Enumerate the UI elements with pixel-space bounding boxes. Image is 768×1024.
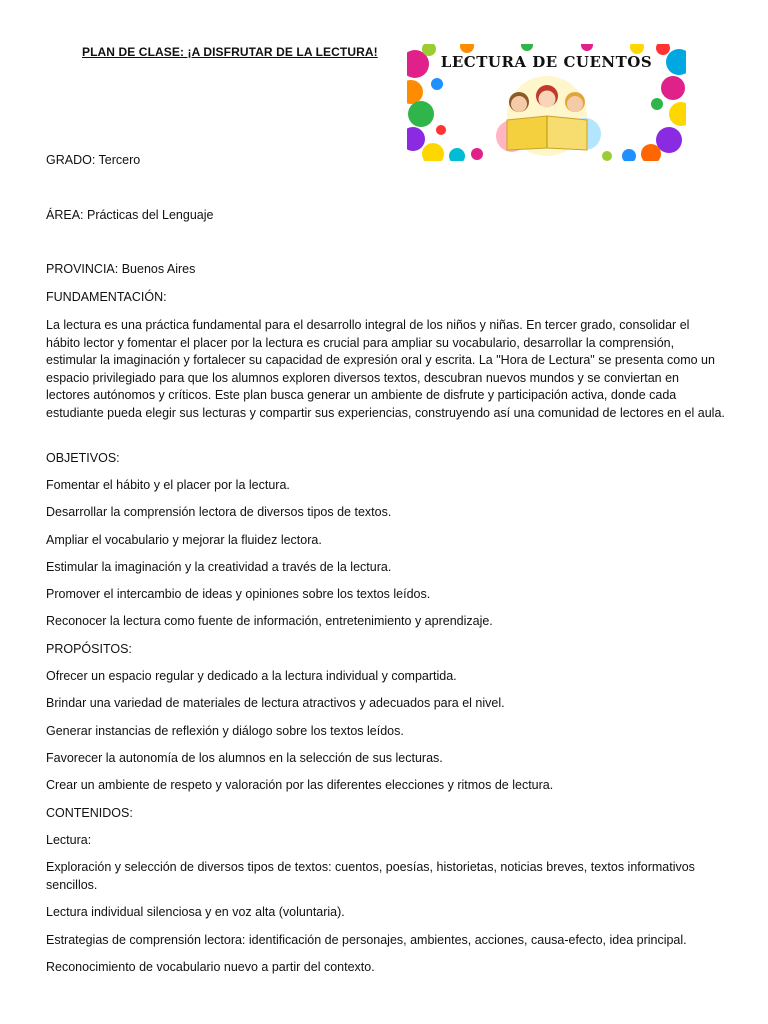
proposito-item: Crear un ambiente de respeto y valoración por las diferentes elecciones y ritmos de lectura.	[46, 778, 554, 792]
contenido-item: Exploración y selección de diversos tipos de textos: cuentos, poesías, historietas, noticias breves, textos informativos sencillos.	[46, 860, 695, 892]
document-title: PLAN DE CLASE: ¡A DISFRUTAR DE LA LECTURA!	[82, 45, 378, 59]
banner-text: LECTURA DE CUENTOS	[440, 53, 653, 71]
objetivo-item: Ampliar el vocabulario y mejorar la fluidez lectora.	[46, 533, 322, 547]
proposito-item: Generar instancias de reflexión y diálogo sobre los textos leídos.	[46, 724, 404, 738]
grado-line: GRADO: Tercero	[46, 153, 141, 167]
proposito-item: Ofrecer un espacio regular y dedicado a la lectura individual y compartida.	[46, 669, 457, 683]
provincia-line: PROVINCIA: Buenos Aires	[46, 262, 196, 276]
objetivo-item: Fomentar el hábito y el placer por la lectura.	[46, 478, 290, 492]
objetivo-item: Desarrollar la comprensión lectora de diversos tipos de textos.	[46, 505, 392, 519]
area-line: ÁREA: Prácticas del Lenguaje	[46, 208, 214, 222]
proposito-item: Favorecer la autonomía de los alumnos en la selección de sus lecturas.	[46, 751, 443, 765]
contenidos-subheading: Lectura:	[46, 833, 92, 847]
fundamentacion-heading: FUNDAMENTACIÓN:	[46, 290, 167, 304]
contenido-item: Lectura individual silenciosa y en voz alta (voluntaria).	[46, 905, 345, 919]
contenido-item: Reconocimiento de vocabulario nuevo a partir del contexto.	[46, 960, 375, 974]
objetivo-item: Estimular la imaginación y la creatividad a través de la lectura.	[46, 560, 392, 574]
fundamentacion-paragraph: La lectura es una práctica fundamental para el desarrollo integral de los niños y niñas. En tercer grado, consolidar el hábito lector y fomentar el placer por la lectura es crucial para ampliar su vocabulario, desarrollar la comprensión, estimular la imaginación y fortalecer su capacidad de expresión oral y escrita. La "Hora de Lectura" se presenta como un espacio privilegiado para que los alumnos exploren diversos textos, descubran nuevos mundos y se conviertan en lectores autónomos y críticos. Este plan busca generar un ambiente de disfrute y participación activa, donde cada estudiante pueda elegir sus lecturas y compartir sus experiencias, construyendo así una comunidad de lectores en el aula.	[46, 318, 725, 420]
objetivo-item: Promover el intercambio de ideas y opiniones sobre los textos leídos.	[46, 587, 431, 601]
contenido-item: Estrategias de comprensión lectora: identificación de personajes, ambientes, acciones, causa-efecto, idea principal.	[46, 933, 687, 947]
lectura-de-cuentos-banner	[407, 44, 686, 161]
objetivos-heading: OBJETIVOS:	[46, 451, 120, 465]
proposito-item: Brindar una variedad de materiales de lectura atractivos y adecuados para el nivel.	[46, 696, 505, 710]
objetivo-item: Reconocer la lectura como fuente de información, entretenimiento y aprendizaje.	[46, 614, 493, 628]
contenidos-heading: CONTENIDOS:	[46, 806, 133, 820]
propositos-heading: PROPÓSITOS:	[46, 642, 132, 656]
